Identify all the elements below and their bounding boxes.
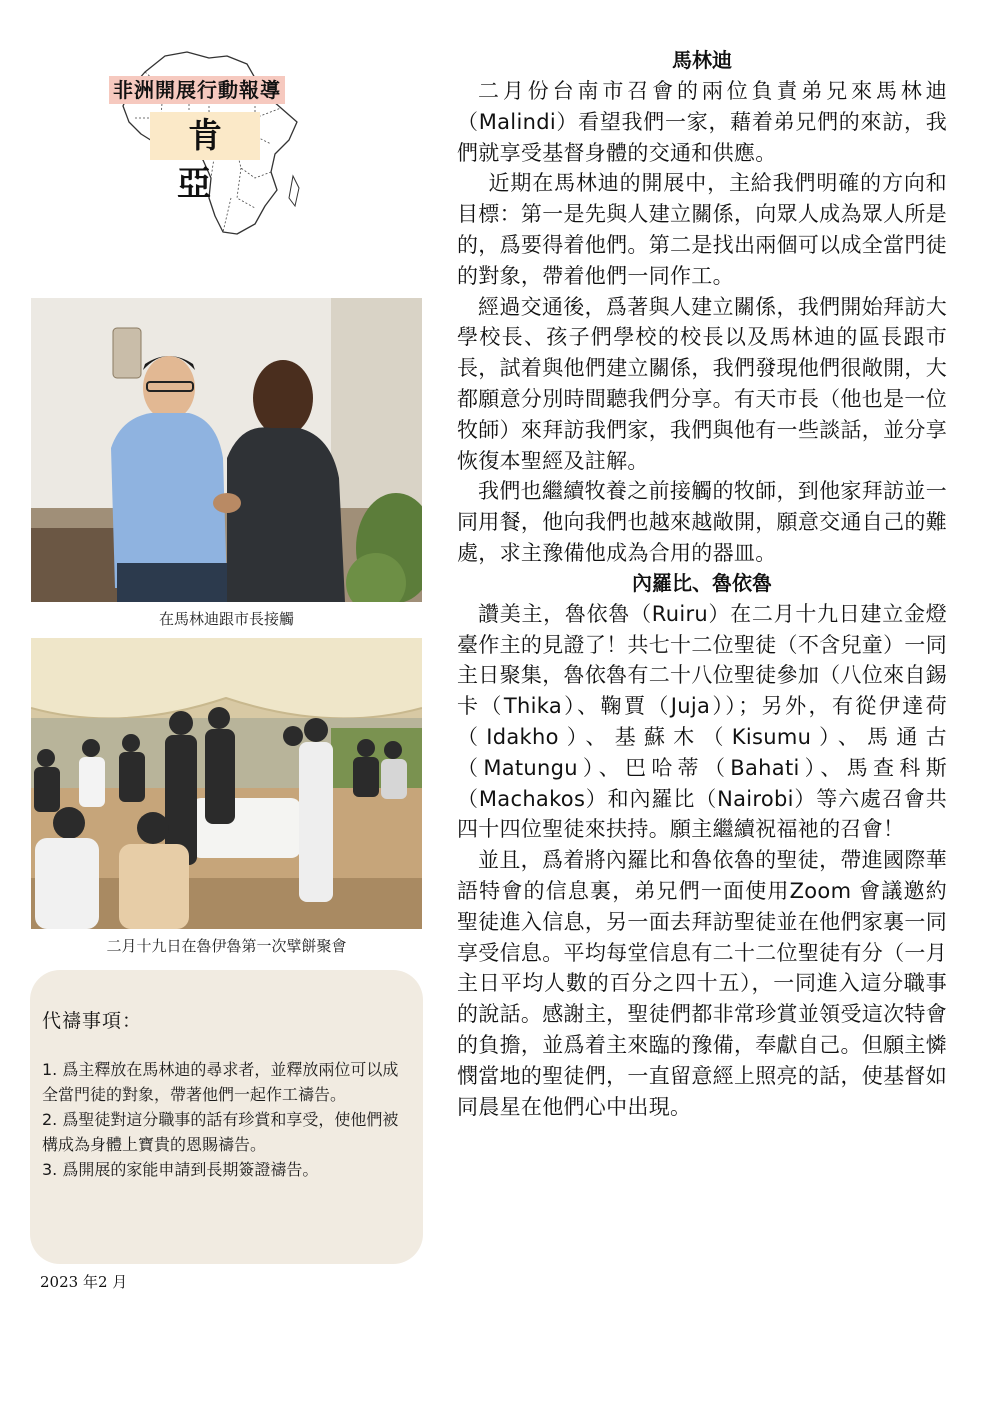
photo1-caption: 在馬林迪跟市長接觸 [158, 610, 294, 628]
country-name: 肯 亞 [150, 112, 260, 160]
photo-mayor-image [31, 298, 422, 602]
section-heading-nairobi-ruiru: 內羅比、魯依魯 [632, 570, 772, 595]
photo-meeting-image [31, 638, 422, 929]
article-paragraph: 我們也繼續牧養之前接觸的牧師，到他家拜訪並一同用餐，他向我們也越來越敞開，願意交通自己的難處，求主豫備他成為合用的器皿。 [457, 479, 947, 565]
photo-bread-breaking-meeting [31, 638, 422, 929]
photo2-caption: 二月十九日在魯伊魯第一次擘餅聚會 [106, 937, 347, 955]
prayer-requests-box [30, 970, 423, 1264]
prayer-item: 3. 爲開展的家能申請到長期簽證禱告。 [42, 1160, 319, 1179]
article-paragraph: 並且，爲着將內羅比和魯依魯的聖徒，帶進國際華語特會的信息裏，弟兄們一面使用Zoom 會議邀約聖徒進入信息，另一面去拜訪聖徒並在他們家裏一同享受信息。平均每堂信息有二十二位聖徒有分（一月主日平均人數的百分之四十五），一同進入這分職事的說話。感謝主，聖徒們都非常珍賞並領受這次特會的負擔，並爲着主來臨的豫備，奉獻自己。但願主憐憫當地的聖徒們，一直留意經上照亮的話，使基督如同晨星在他們心中出現。 [457, 848, 947, 1119]
prayer-item: 2. 爲聖徒對這分職事的話有珍賞和享受，使他們被構成為身體上寶貴的恩賜禱告。 [42, 1110, 399, 1154]
prayer-title: 代禱事項： [42, 1010, 143, 1032]
prayer-item: 1. 爲主釋放在馬林迪的尋求者，並釋放兩位可以成全當門徒的對象，帶著他們一起作工禱告。 [42, 1060, 399, 1104]
article-paragraph: 近期在馬林迪的開展中，主給我們明確的方向和目標：第一是先與人建立關係，向眾人成為眾人所是的，爲要得着他們。第二是找出兩個可以成全當門徒的對象，帶着他們一同作工。 [457, 171, 947, 288]
photo-meeting-mayor [31, 298, 422, 602]
report-title: 非洲開展行動報導 [109, 76, 285, 104]
issue-date: 2023 年2 月 [40, 1273, 128, 1291]
article-paragraph: 二月份台南市召會的兩位負責弟兄來馬林迪（Malindi）看望我們一家，藉着弟兄們的來訪，我們就享受基督身體的交通和供應。 [457, 79, 947, 165]
article-column [457, 46, 947, 1122]
article-paragraph: 讚美主，魯依魯（Ruiru）在二月十九日建立金燈臺作主的見證了！共七十二位聖徒（不含兒童）一同主日聚集，魯依魯有二十八位聖徒參加（八位來自錫卡（Thika）、鞠賈（Juja））；另外，有從伊達荷（Idakho）、基蘇木（Kisumu）、馬通古（Matungu）、巴哈蒂（Bahati）、馬查科斯（Machakos）和內羅比（Nairobi）等六處召會共四十四位聖徒來扶持。願主繼續祝福祂的召會！ [457, 601, 947, 842]
section-heading-malindi: 馬林迪 [672, 48, 732, 72]
header-map-banner [105, 48, 305, 238]
article-paragraph: 經過交通後，爲著與人建立關係，我們開始拜訪大學校長、孩子們學校的校長以及馬林迪的區長跟市長，試着與他們建立關係，我們發現他們很敞開，大都願意分別時間聽我們分享。有天市長（他也是一位牧師）來拜訪我們家，我們與他有一些談話，並分享恢復本聖經及註解。 [457, 294, 947, 473]
